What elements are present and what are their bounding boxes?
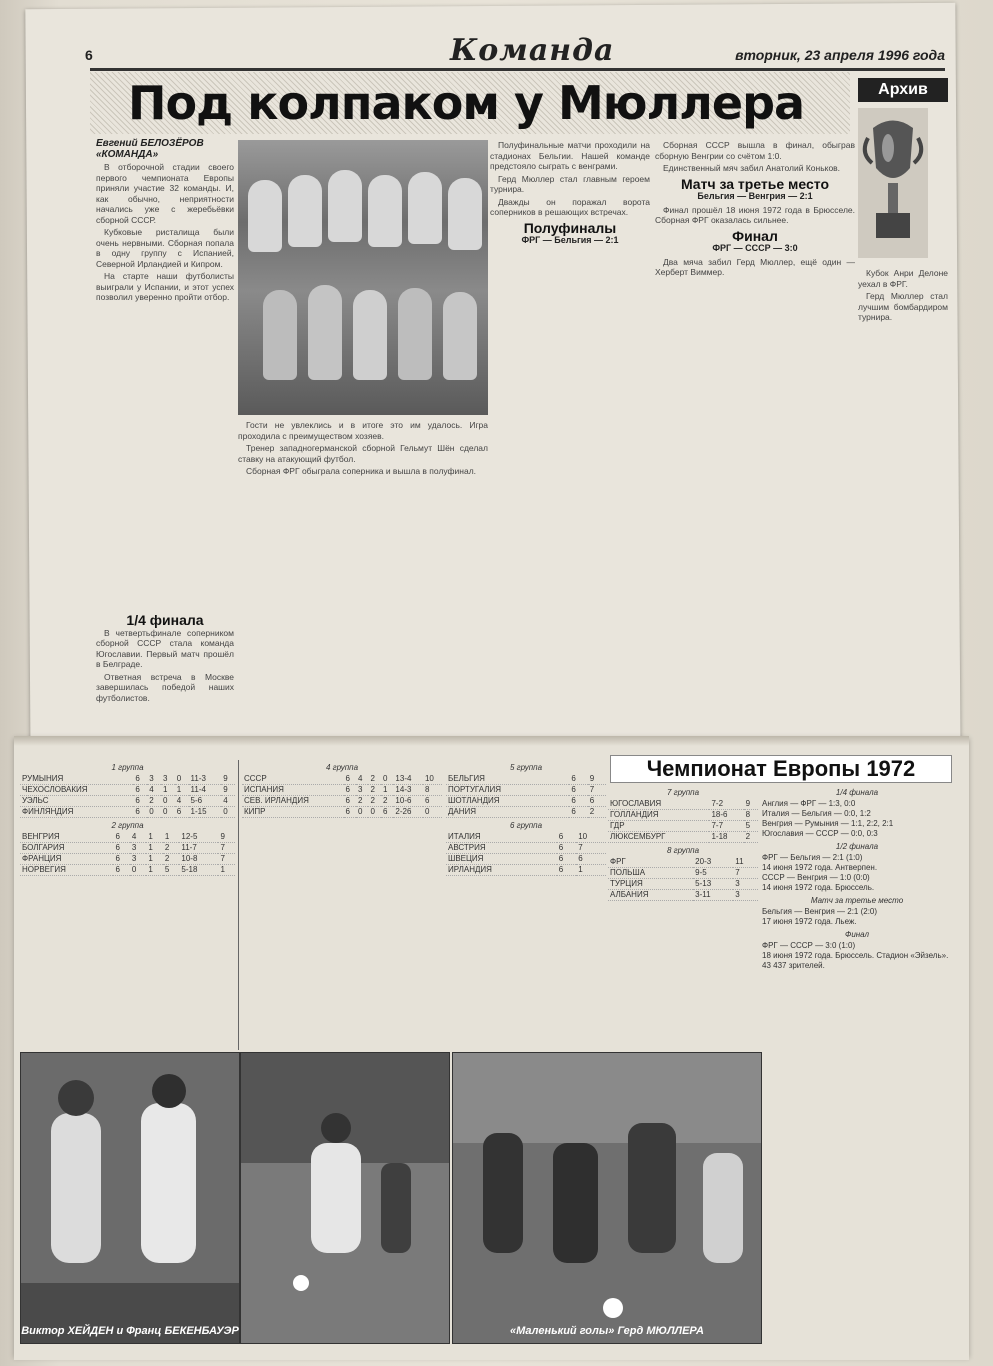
archive-sidebar: [858, 78, 948, 578]
players-photo-2-image: [241, 1053, 449, 1343]
issue-date: вторник, 23 апреля 1996 года: [735, 47, 945, 63]
trophy-icon: [858, 108, 928, 258]
results-column-4: 7 группа ЮГОСЛАВИЯ 7-2 9 ГОЛЛАНДИЯ 18-6 8 ГДР 7-7 5 ЛЮКСЕМБУРГ 1-18 2 8 группа ФРГ 20-3 11 ПОЛЬША 9-5 7 ТУРЦИЯ 5-13 3 АЛБАНИЯ 3-11 3: [608, 785, 758, 1050]
masthead: [85, 33, 945, 68]
group-7-table: ЮГОСЛАВИЯ 7-2 9 ГОЛЛАНДИЯ 18-6 8 ГДР 7-7 5 ЛЮКСЕМБУРГ 1-18 2: [608, 799, 758, 843]
third-place-heading: Матч за третье место: [680, 175, 830, 192]
team-photo: [238, 140, 488, 415]
byline-name: Евгений БЕЛОЗЁРОВ: [96, 138, 204, 149]
goal-photo-image: [453, 1053, 761, 1343]
group-4-table: СССР 6 4 2 0 13-4 10 ИСПАНИЯ 6 3 2 1 14-3 8 СЕВ. ИРЛАНДИЯ 6 2 2 2 10-6 6 КИПР 6 0 0 6 2-26 0: [242, 774, 442, 818]
article-column-2: Гости не увлеклись и в итоге это им удалось. Игра проходила с преимуществом хозяев. Тренер западногерманской сборной Гельмут Шён сделал ставку на атакующий футбол. Сборная ФРГ обыграла соперника и вышла в полуфинал.: [238, 420, 488, 476]
article-column-1b: 1/4 финала В четвертьфинале соперником сборной СССР стала команда Югославии. Первый матч прошёл в Белграде. Ответная встреча в Москве завершилась победой наших футболистов.: [96, 612, 234, 703]
results-column-2: 4 группа СССР 6 4 2 0 13-4 10 ИСПАНИЯ 6 3 2 1 14-3 8 СЕВ. ИРЛАНДИЯ 6 2 2 2 10-6 6 КИПР 6 0 0 6 2-26 0: [242, 760, 442, 1050]
semifinals-heading: Полуфиналы: [523, 219, 617, 236]
masthead-rule: [90, 68, 945, 71]
players-photo-1: [20, 1052, 240, 1344]
byline: [96, 138, 204, 160]
article-column-1: В отборочной стадии своего первого чемпионата Европы приняли участие 32 команды. И, как обычно, неприятности начались уже с жеребьёвки сборной СССР. Кубковые ристалища были очень нервными. Сборная попала в одну группу с Испанией, Северной Ирландией и Кипром. На старте наши футболисты выиграли у Испании, и этот успех позволил уверенно пройти отбор.: [96, 162, 234, 302]
results-column-1: 1 группа РУМЫНИЯ 6 3 3 0 11-3 9 ЧЕХОСЛОВАКИЯ 6 4 1 1 11-4 9 УЭЛЬС 6 2 0 4 5-6 4 ФИНЛЯНДИЯ 6 0 0 6 1-15 0 2 группа ВЕНГРИЯ 6 4 1 1 12-5 9 БОЛГАРИЯ 6 3 1 2 11-7 7 ФРАНЦИЯ 6 3 1 2 10-8 7 НОРВЕГИЯ 6 0 1 5 5-18 1: [20, 760, 235, 1050]
page-fold: [14, 736, 969, 746]
group-2-table: ВЕНГРИЯ 6 4 1 1 12-5 9 БОЛГАРИЯ 6 3 1 2 11-7 7 ФРАНЦИЯ 6 3 1 2 10-8 7 НОРВЕГИЯ 6 0 1 5 5-18 1: [20, 832, 235, 876]
euro-1972-title: Чемпионат Европы 1972: [610, 755, 952, 783]
players-photo-1-image: [21, 1053, 239, 1343]
article-headline: Под колпаком у Мюллера: [127, 76, 805, 130]
newspaper-logo: Команда: [450, 33, 615, 68]
third-place-score: Бельгия — Венгрия — 2:1: [697, 191, 813, 201]
page-number: 6: [85, 47, 93, 63]
archive-text: Кубок Анри Делоне уехал в ФРГ. Герд Мюллер стал лучшим бомбардиром турнира.: [858, 268, 948, 322]
byline-org: «КОМАНДА»: [96, 149, 159, 160]
group-1-table: РУМЫНИЯ 6 3 3 0 11-3 9 ЧЕХОСЛОВАКИЯ 6 4 1 1 11-4 9 УЭЛЬС 6 2 0 4 5-6 4 ФИНЛЯНДИЯ 6 0 0 6 1-15 0: [20, 774, 235, 818]
quarterfinals-heading: 1/4 финала: [126, 612, 204, 628]
article-column-4: Сборная СССР вышла в финал, обыграв сборную Венгрии со счётом 1:0. Единственный мяч забил Анатолий Коньков. Матч за третье место Бельгия — Венгрия — 2:1 Финал прошёл 18 июня 1972 года в Брюсселе. Сборная ФРГ оказалась сильнее. Финал ФРГ — СССР — 3:0 Два мяча забил Герд Мюллер, ещё один — Херберт Виммер.: [655, 140, 855, 277]
results-column-3: 5 группа БЕЛЬГИЯ 6 9 ПОРТУГАЛИЯ 6 7 ШОТЛАНДИЯ 6 6 ДАНИЯ 6 2 6 группа ИТАЛИЯ 6 10 АВСТРИЯ 6 7 ШВЕЦИЯ 6 6 ИРЛАНДИЯ 6 1: [446, 760, 606, 1050]
semifinal-score: ФРГ — Бельгия — 2:1: [521, 235, 619, 245]
results-column-right: 1/4 финала Англия — ФРГ — 1:3, 0:0 Италия — Бельгия — 0:0, 1:2 Венгрия — Румыния — 1:1, 2:2, 2:1 Югославия — СССР — 0:0, 0:3 1/2 финала ФРГ — Бельгия — 2:1 (1:0) 14 июня 1972 года. Антверпен. СССР — Венгрия — 1:0 (0:0) 14 июня 1972 года. Брюссель. Матч за третье место Бельгия — Венгрия — 2:1 (2:0) 17 июня 1972 года. Льеж. Финал ФРГ — СССР — 3:0 (1:0) 18 июня 1972 года. Брюссель. Стадион «Эйзель». 43 437 зрителей.: [762, 788, 949, 970]
final-score: ФРГ — СССР — 3:0: [712, 243, 798, 253]
archive-label: Архив: [858, 78, 948, 102]
photo-caption-2: «Маленький голы» Герд МЮЛЛЕРА: [509, 1325, 704, 1337]
goal-photo: [452, 1052, 762, 1344]
final-heading: Финал: [732, 227, 778, 244]
group-5-table: БЕЛЬГИЯ 6 9 ПОРТУГАЛИЯ 6 7 ШОТЛАНДИЯ 6 6 ДАНИЯ 6 2: [446, 774, 606, 818]
photo-caption-1: Виктор ХЕЙДЕН и Франц БЕКЕНБАУЭР: [21, 1325, 239, 1337]
group-8-table: ФРГ 20-3 11 ПОЛЬША 9-5 7 ТУРЦИЯ 5-13 3 АЛБАНИЯ 3-11 3: [608, 857, 758, 901]
article-column-3: Полуфинальные матчи проходили на стадионах Бельгии. Нашей команде предстояло сыграть с венграми. Герд Мюллер стал главным героем турнира. Дважды он поражал ворота соперников в решающих встречах. Полуфиналы ФРГ — Бельгия — 2:1: [490, 140, 650, 245]
players-photo-2: [240, 1052, 450, 1344]
group-6-table: ИТАЛИЯ 6 10 АВСТРИЯ 6 7 ШВЕЦИЯ 6 6 ИРЛАНДИЯ 6 1: [446, 832, 606, 876]
column-divider: [238, 760, 239, 1050]
